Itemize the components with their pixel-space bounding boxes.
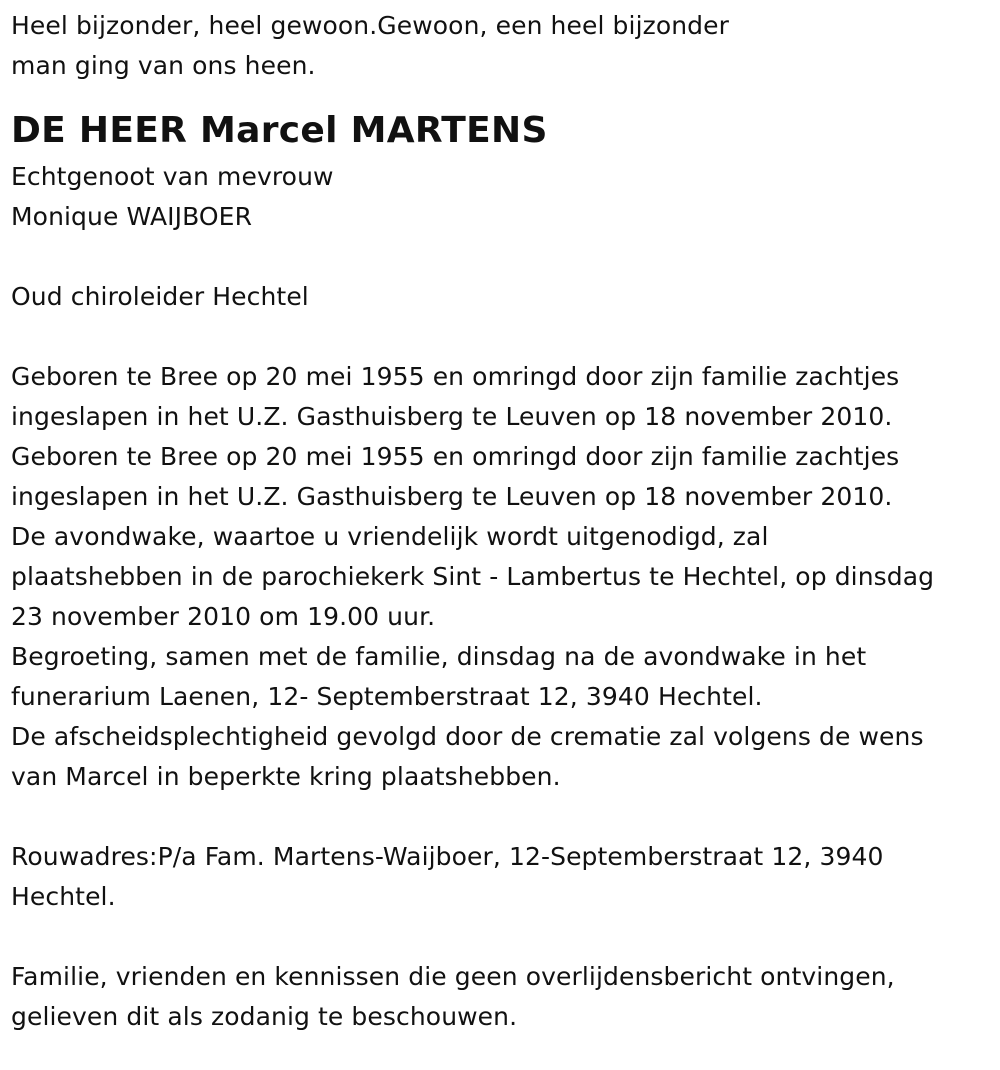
details-line: ingeslapen in het U.Z. Gasthuisberg te Leuven op 18 november 2010. (11, 482, 893, 511)
details-line: Geboren te Bree op 20 mei 1955 en omringd door zijn familie zachtjes (11, 442, 900, 471)
closing-line: Familie, vrienden en kennissen die geen overlijdensbericht ontvingen, (11, 962, 895, 991)
details-line: van Marcel in beperkte kring plaatshebben. (11, 762, 561, 791)
intro-line: man ging van ons heen. (11, 51, 316, 80)
details-line: ingeslapen in het U.Z. Gasthuisberg te Leuven op 18 november 2010. (11, 402, 893, 431)
spacer (11, 797, 993, 837)
details-line: funerarium Laenen, 12- Septemberstraat 12, 3940 Hechtel. (11, 682, 763, 711)
details-line: plaatshebben in de parochiekerk Sint - Lambertus te Hechtel, op dinsdag (11, 562, 935, 591)
details-text (11, 357, 993, 797)
spacer (11, 317, 993, 357)
role-text: Oud chiroleider Hechtel (11, 282, 309, 311)
spouse-line: Echtgenoot van mevrouw (11, 162, 334, 191)
details-line: De avondwake, waartoe u vriendelijk wordt uitgenodigd, zal (11, 522, 769, 551)
spacer (11, 917, 993, 957)
deceased-name: DE HEER Marcel MARTENS (11, 110, 548, 151)
closing-text (11, 957, 993, 1037)
intro-line: Heel bijzonder, heel gewoon.Gewoon, een heel bijzonder (11, 11, 730, 40)
details-line: 23 november 2010 om 19.00 uur. (11, 602, 436, 631)
death-notice (11, 6, 993, 1037)
details-line: Begroeting, samen met de familie, dinsdag na de avondwake in het (11, 642, 867, 671)
intro-text (11, 6, 993, 86)
address-line: Rouwadres:P/a Fam. Martens-Waijboer, 12-Septemberstraat 12, 3940 (11, 842, 884, 871)
details-line: De afscheidsplechtigheid gevolgd door de crematie zal volgens de wens (11, 722, 924, 751)
mourning-address (11, 837, 993, 917)
closing-line: gelieven dit als zodanig te beschouwen. (11, 1002, 518, 1031)
spacer (11, 237, 993, 277)
details-line: Geboren te Bree op 20 mei 1955 en omringd door zijn familie zachtjes (11, 362, 900, 391)
spouse-info (11, 157, 993, 237)
address-line: Hechtel. (11, 882, 116, 911)
spouse-line: Monique WAIJBOER (11, 202, 253, 231)
